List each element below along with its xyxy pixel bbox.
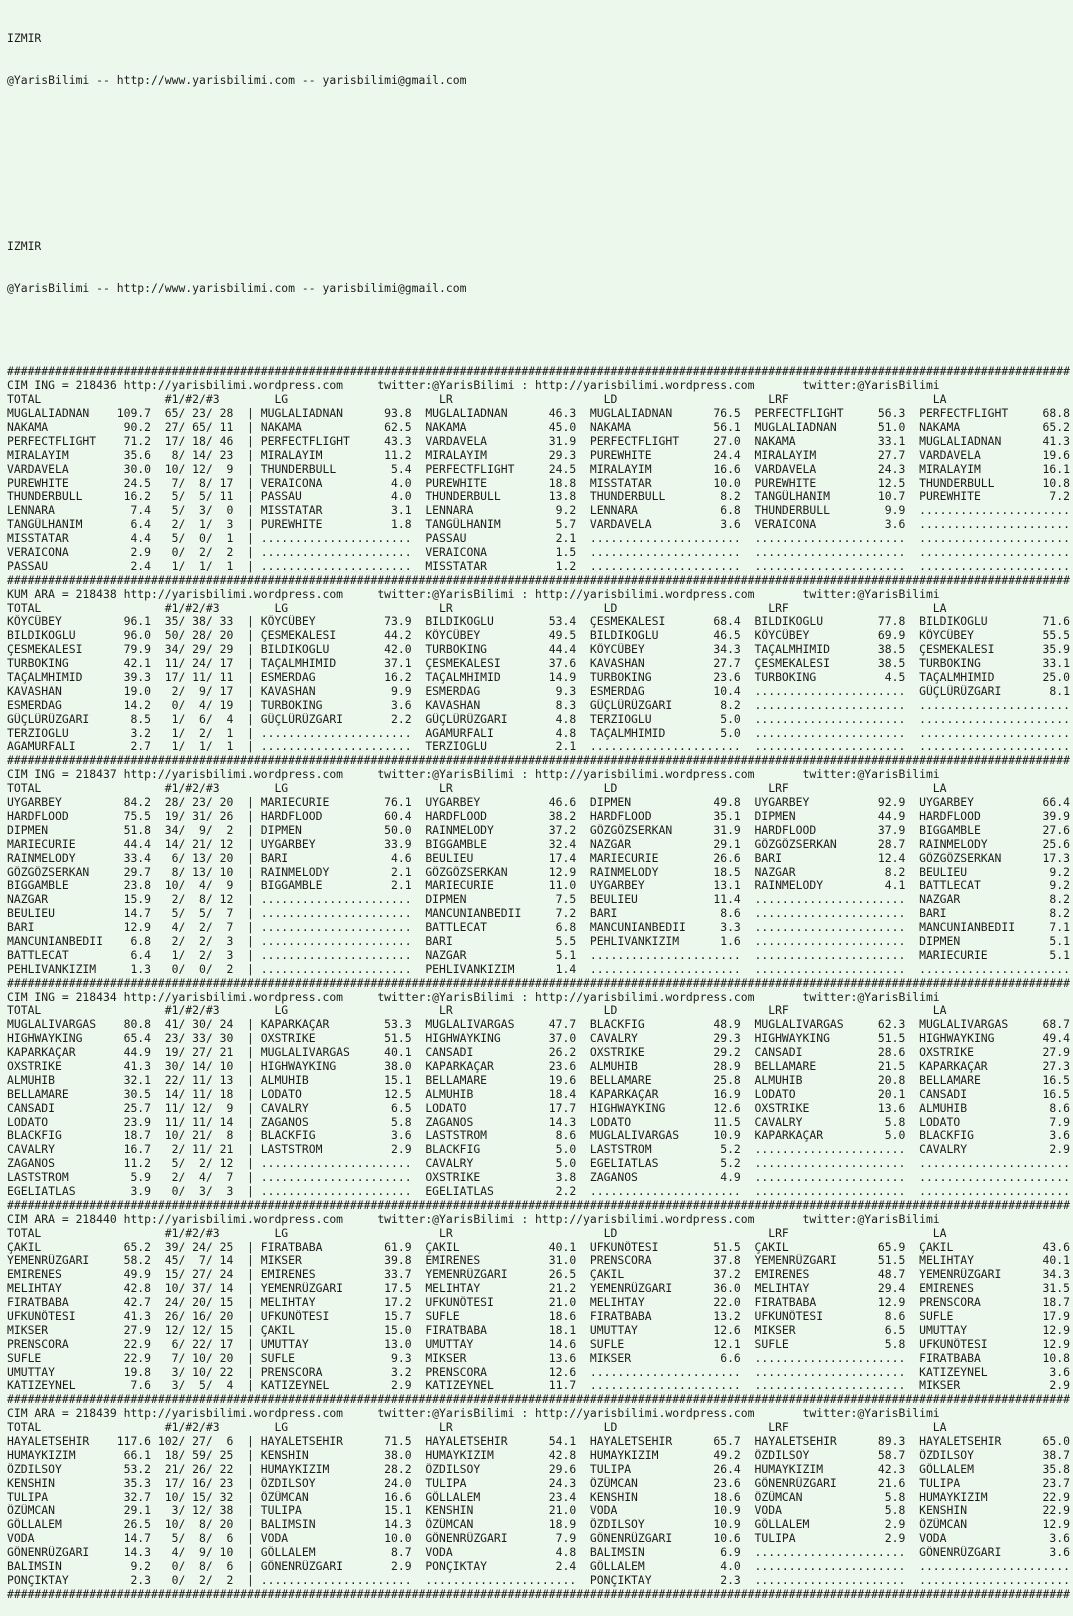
stat-row: MUGLALIVARGAS 80.8 41/ 30/ 24 | KAPARKAÇAR 53.3 MUGLALIVARGAS 47.7 BLACKFIG 48.9 MUGLALIVARGAS 62.3 MUGLALIVARGAS 68.7 xyxy=(7,1018,1070,1032)
section-title: CIM ARA = 218440 http://yarisbilimi.wordpress.com twitter:@YarisBilimi : http://yarisbilimi.wordpress.com twitter:@YarisBilimi xyxy=(7,1212,940,1226)
stat-row: KATIZEYNEL 7.6 3/ 5/ 4 | KATIZEYNEL 2.9 KATIZEYNEL 11.7 ...................... ...................... MIKSER 2.9 xyxy=(7,1379,1070,1393)
masthead-location: IZMIR xyxy=(7,240,42,254)
stat-row: PRENSCORA 22.9 6/ 22/ 17 | UMUTTAY 13.0 UMUTTAY 14.6 SUFLE 12.1 SUFLE 5.8 UFKUNÖTESI 12.9 xyxy=(7,1337,1070,1351)
stat-row: FIRATBABA 42.7 24/ 20/ 15 | MELIHTAY 17.2 UFKUNÖTESI 21.0 MELIHTAY 22.0 FIRATBABA 12.9 PRENSCORA 18.7 xyxy=(7,1296,1070,1310)
stat-row: GÖNENRÜZGARI 14.3 4/ 9/ 10 | GÖLLALEM 8.7 VODA 4.8 BALIMSIN 6.9 ...................... GÖNENRÜZGARI 3.6 xyxy=(7,1546,1070,1560)
stat-row: TAÇALMHIMID 39.3 17/ 11/ 11 | ESMERDAG 16.2 TAÇALMHIMID 14.9 TURBOKING 23.6 TURBOKING 4.5 TAÇALMHIMID 25.0 xyxy=(7,671,1070,685)
stat-row: VARDAVELA 30.0 10/ 12/ 9 | THUNDERBULL 5.4 PERFECTFLIGHT 24.5 MIRALAYIM 16.6 VARDAVELA 24.3 MIRALAYIM 16.1 xyxy=(7,462,1070,476)
column-headers: TOTAL #1/#2/#3 LG LR LD LRF LA xyxy=(7,1004,947,1018)
stat-row: KAVASHAN 19.0 2/ 9/ 17 | KAVASHAN 9.9 ESMERDAG 9.3 ESMERDAG 10.4 ...................... GÜÇLÜRÜZGARI 8.1 xyxy=(7,684,1070,698)
stat-row: PEHLIVANKIZIM 1.3 0/ 0/ 2 | ...................... PEHLIVANKIZIM 1.4 ...................... ...................... ...................... xyxy=(7,962,1070,976)
stat-row: CAVALRY 16.7 2/ 11/ 21 | LASTSTROM 2.9 BLACKFIG 5.0 LASTSTROM 5.2 ...................... CAVALRY 2.9 xyxy=(7,1143,1070,1157)
stat-row: UYGARBEY 84.2 28/ 23/ 20 | MARIECURIE 76.1 UYGARBEY 46.6 DIPMEN 49.8 UYGARBEY 92.9 UYGARBEY 66.4 xyxy=(7,796,1070,810)
blank-line xyxy=(7,157,1073,171)
stat-row: ÖZDILSOY 53.2 21/ 26/ 22 | HUMAYKIZIM 28.2 ÖZDILSOY 29.6 TULIPA 26.4 HUMAYKIZIM 42.3 GÖLLALEM 35.8 xyxy=(7,1462,1070,1476)
stat-row: TANGÜLHANIM 6.4 2/ 1/ 3 | PUREWHITE 1.8 TANGÜLHANIM 5.7 VARDAVELA 3.6 VERAICONA 3.6 ...................... xyxy=(7,518,1070,532)
stat-row: PASSAU 2.4 1/ 1/ 1 | ...................... MISSTATAR 1.2 ...................... ...................... ...................... xyxy=(7,559,1070,573)
stat-row: MISSTATAR 4.4 5/ 0/ 1 | ...................... PASSAU 2.1 ...................... ...................... ...................... xyxy=(7,532,1070,546)
stat-row: RAINMELODY 33.4 6/ 13/ 20 | BARI 4.6 BEULIEU 17.4 MARIECURIE 26.6 BARI 12.4 GÖZGÖZSERKAN 17.3 xyxy=(7,851,1070,865)
section-title: CIM ING = 218437 http://yarisbilimi.wordpress.com twitter:@YarisBilimi : http://yarisbilimi.wordpress.com twitter:@YarisBilimi xyxy=(7,768,940,782)
stat-row: BILDIKOGLU 96.0 50/ 28/ 20 | ÇESMEKALESI 44.2 KÖYCÜBEY 49.5 BILDIKOGLU 46.5 KÖYCÜBEY 69.9 KÖYCÜBEY 55.5 xyxy=(7,629,1070,643)
stat-row: BLACKFIG 18.7 10/ 21/ 8 | BLACKFIG 3.6 LASTSTROM 8.6 MUGLALIVARGAS 10.9 KAPARKAÇAR 5.0 BLACKFIG 3.6 xyxy=(7,1129,1070,1143)
stat-row: CANSADI 25.7 11/ 12/ 9 | CAVALRY 6.5 LODATO 17.7 HIGHWAYKING 12.6 OXSTRIKE 13.6 ALMUHIB 8.6 xyxy=(7,1101,1070,1115)
stat-row: ÇESMEKALESI 79.9 34/ 29/ 29 | BILDIKOGLU 42.0 TURBOKING 44.4 KÖYCÜBEY 34.3 TAÇALMHIMID 38.5 ÇESMEKALESI 35.9 xyxy=(7,643,1070,657)
column-headers: TOTAL #1/#2/#3 LG LR LD LRF LA xyxy=(7,1226,947,1240)
blank-line xyxy=(7,115,1073,129)
stat-row: MIKSER 27.9 12/ 12/ 15 | ÇAKIL 15.0 FIRATBABA 18.1 UMUTTAY 12.6 MIKSER 6.5 UMUTTAY 12.9 xyxy=(7,1323,1070,1337)
masthead-contact: @YarisBilimi -- http://www.yarisbilimi.com -- yarisbilimi@gmail.com xyxy=(7,73,467,87)
stat-row: UMUTTAY 19.8 3/ 10/ 22 | PRENSCORA 3.2 PRENSCORA 12.6 ...................... ...................... KATIZEYNEL 3.6 xyxy=(7,1365,1070,1379)
stat-row: HAYALETSEHIR 117.6 102/ 27/ 6 | HAYALETSEHIR 71.5 HAYALETSEHIR 54.1 HAYALETSEHIR 65.7 HAYALETSEHIR 89.3 HAYALETSEHIR 65.0 xyxy=(7,1435,1070,1449)
section-title: CIM ING = 218436 http://yarisbilimi.wordpress.com twitter:@YarisBilimi : http://yarisbilimi.wordpress.com twitter:@YarisBilimi xyxy=(7,379,940,393)
stat-row: DIPMEN 51.8 34/ 9/ 2 | DIPMEN 50.0 RAINMELODY 37.2 GÖZGÖZSERKAN 31.9 HARDFLOOD 37.9 BIGGAMBLE 27.6 xyxy=(7,823,1070,837)
stat-row: MANCUNIANBEDII 6.8 2/ 2/ 3 | ...................... BARI 5.5 PEHLIVANKIZIM 1.6 ...................... DIPMEN 5.1 xyxy=(7,934,1070,948)
blank-line xyxy=(7,324,1073,338)
stat-row: LASTSTROM 5.9 2/ 4/ 7 | ...................... OXSTRIKE 3.8 ZAGANOS 4.9 ...................... ...................... xyxy=(7,1171,1070,1185)
stat-row: MELIHTAY 42.8 10/ 37/ 14 | YEMENRÜZGARI 17.5 MELIHTAY 21.2 YEMENRÜZGARI 36.0 MELIHTAY 29.4 EMIRENES 31.5 xyxy=(7,1282,1070,1296)
stat-row: TURBOKING 42.1 11/ 24/ 17 | TAÇALMHIMID 37.1 ÇESMEKALESI 37.6 KAVASHAN 27.7 ÇESMEKALESI 38.5 TURBOKING 33.1 xyxy=(7,657,1070,671)
stat-row: NAZGAR 15.9 2/ 8/ 12 | ...................... DIPMEN 7.5 BEULIEU 11.4 ...................... NAZGAR 8.2 xyxy=(7,893,1070,907)
separator-line: ########################################################################################################################################################### xyxy=(7,754,1070,768)
stat-row: LODATO 23.9 11/ 11/ 14 | ZAGANOS 5.8 ZAGANOS 14.3 LODATO 11.5 CAVALRY 5.8 LODATO 7.9 xyxy=(7,1115,1070,1129)
stat-row: KAPARKAÇAR 44.9 19/ 27/ 21 | MUGLALIVARGAS 40.1 CANSADI 26.2 OXSTRIKE 29.2 CANSADI 28.6 OXSTRIKE 27.9 xyxy=(7,1046,1070,1060)
stat-row: LENNARA 7.4 5/ 3/ 0 | MISSTATAR 3.1 LENNARA 9.2 LENNARA 6.8 THUNDERBULL 9.9 ...................... xyxy=(7,504,1070,518)
separator-line: ########################################################################################################################################################### xyxy=(7,1587,1070,1601)
stat-row: TULIPA 32.7 10/ 15/ 32 | ÖZÜMCAN 16.6 GÖLLALEM 23.4 KENSHIN 18.6 ÖZÜMCAN 5.8 HUMAYKIZIM 22.9 xyxy=(7,1490,1070,1504)
masthead-location: IZMIR xyxy=(7,31,42,45)
stat-row: BEULIEU 14.7 5/ 5/ 7 | ...................... MANCUNIANBEDII 7.2 BARI 8.6 ...................... BARI 8.2 xyxy=(7,907,1070,921)
stat-row: THUNDERBULL 16.2 5/ 5/ 11 | PASSAU 4.0 THUNDERBULL 13.8 THUNDERBULL 8.2 TANGÜLHANIM 10.7 PUREWHITE 7.2 xyxy=(7,490,1070,504)
stat-row: BELLAMARE 30.5 14/ 11/ 18 | LODATO 12.5 ALMUHIB 18.4 KAPARKAÇAR 16.9 LODATO 20.1 CANSADI 16.5 xyxy=(7,1087,1070,1101)
stat-row: PONÇIKTAY 2.3 0/ 2/ 2 | ...................... ...................... PONÇIKTAY 2.3 ...................... ...................... xyxy=(7,1573,1070,1587)
stat-row: KENSHIN 35.3 17/ 16/ 23 | ÖZDILSOY 24.0 TULIPA 24.3 ÖZÜMCAN 23.6 GÖNENRÜZGARI 21.6 TULIPA 23.7 xyxy=(7,1476,1070,1490)
stat-row: VERAICONA 2.9 0/ 2/ 2 | ...................... VERAICONA 1.5 ...................... ...................... ...................... xyxy=(7,546,1070,560)
stat-row: ZAGANOS 11.2 5/ 2/ 12 | ...................... CAVALRY 5.0 EGELIATLAS 5.2 ...................... ...................... xyxy=(7,1157,1070,1171)
masthead-contact: @YarisBilimi -- http://www.yarisbilimi.com -- yarisbilimi@gmail.com xyxy=(7,282,467,296)
separator-line: ########################################################################################################################################################### xyxy=(7,573,1070,587)
stat-row: EGELIATLAS 3.9 0/ 3/ 3 | ...................... EGELIATLAS 2.2 ...................... ...................... ...................... xyxy=(7,1184,1070,1198)
stat-row: MIRALAYIM 35.6 8/ 14/ 23 | MIRALAYIM 11.2 MIRALAYIM 29.3 PUREWHITE 24.4 MIRALAYIM 27.7 VARDAVELA 19.6 xyxy=(7,448,1070,462)
stat-row: ÖZÜMCAN 29.1 3/ 12/ 38 | TULIPA 15.1 KENSHIN 21.0 VODA 10.9 VODA 5.8 KENSHIN 22.9 xyxy=(7,1504,1070,1518)
stat-row: YEMENRÜZGARI 58.2 45/ 7/ 14 | MIKSER 39.8 EMIRENES 31.0 PRENSCORA 37.8 YEMENRÜZGARI 51.5 MELIHTAY 40.1 xyxy=(7,1254,1070,1268)
stat-row: KÖYCÜBEY 96.1 35/ 38/ 33 | KÖYCÜBEY 73.9 BILDIKOGLU 53.4 ÇESMEKALESI 68.4 BILDIKOGLU 77.8 BILDIKOGLU 71.6 xyxy=(7,615,1070,629)
stat-row: BATTLECAT 6.4 1/ 2/ 3 | ...................... NAZGAR 5.1 ...................... ...................... MARIECURIE 5.1 xyxy=(7,948,1070,962)
stat-row: OXSTRIKE 41.3 30/ 14/ 10 | HIGHWAYKING 38.0 KAPARKAÇAR 23.6 ALMUHIB 28.9 BELLAMARE 21.5 KAPARKAÇAR 27.3 xyxy=(7,1059,1070,1073)
stat-row: AGAMURFALI 2.7 1/ 1/ 1 | ...................... TERZIOGLU 2.1 ...................... ...................... ...................... xyxy=(7,740,1070,754)
section-title: CIM ING = 218434 http://yarisbilimi.wordpress.com twitter:@YarisBilimi : http://yarisbilimi.wordpress.com twitter:@YarisBilimi xyxy=(7,990,940,1004)
column-headers: TOTAL #1/#2/#3 LG LR LD LRF LA xyxy=(7,782,947,796)
section-title: KUM ARA = 218438 http://yarisbilimi.wordpress.com twitter:@YarisBilimi : http://yarisbilimi.wordpress.com twitter:@YarisBilimi xyxy=(7,587,940,601)
stat-row: EMIRENES 49.9 15/ 27/ 24 | EMIRENES 33.7 YEMENRÜZGARI 26.5 ÇAKIL 37.2 EMIRENES 48.7 YEMENRÜZGARI 34.3 xyxy=(7,1268,1070,1282)
stat-row: GÜÇLÜRÜZGARI 8.5 1/ 6/ 4 | GÜÇLÜRÜZGARI 2.2 GÜÇLÜRÜZGARI 4.8 TERZIOGLU 5.0 ...................... ...................... xyxy=(7,712,1070,726)
section-title: CIM ARA = 218439 http://yarisbilimi.wordpress.com twitter:@YarisBilimi : http://yarisbilimi.wordpress.com twitter:@YarisBilimi xyxy=(7,1407,940,1421)
stat-row: PUREWHITE 24.5 7/ 8/ 17 | VERAICONA 4.0 PUREWHITE 18.8 MISSTATAR 10.0 PUREWHITE 12.5 THUNDERBULL 10.8 xyxy=(7,476,1070,490)
separator-line: ########################################################################################################################################################### xyxy=(7,976,1070,990)
stat-row: PERFECTFLIGHT 71.2 17/ 18/ 46 | PERFECTFLIGHT 43.3 VARDAVELA 31.9 PERFECTFLIGHT 27.0 NAKAMA 33.1 MUGLALIADNAN 41.3 xyxy=(7,434,1070,448)
stat-row: HIGHWAYKING 65.4 23/ 33/ 30 | OXSTRIKE 51.5 HIGHWAYKING 37.0 CAVALRY 29.3 HIGHWAYKING 51.5 HIGHWAYKING 49.4 xyxy=(7,1032,1070,1046)
stat-row: ESMERDAG 14.2 0/ 4/ 19 | TURBOKING 3.6 KAVASHAN 8.3 GÜÇLÜRÜZGARI 8.2 ...................... ...................... xyxy=(7,698,1070,712)
stat-row: SUFLE 22.9 7/ 10/ 20 | SUFLE 9.3 MIKSER 13.6 MIKSER 6.6 ...................... FIRATBABA 10.8 xyxy=(7,1351,1070,1365)
stat-row: ALMUHIB 32.1 22/ 11/ 13 | ALMUHIB 15.1 BELLAMARE 19.6 BELLAMARE 25.8 ALMUHIB 20.8 BELLAMARE 16.5 xyxy=(7,1073,1070,1087)
separator-line: ########################################################################################################################################################### xyxy=(7,1198,1070,1212)
stat-row: HARDFLOOD 75.5 19/ 31/ 26 | HARDFLOOD 60.4 HARDFLOOD 38.2 HARDFLOOD 35.1 DIPMEN 44.9 HARDFLOOD 39.9 xyxy=(7,809,1070,823)
column-headers: TOTAL #1/#2/#3 LG LR LD LRF LA xyxy=(7,393,947,407)
stat-row: ÇAKIL 65.2 39/ 24/ 25 | FIRATBABA 61.9 ÇAKIL 40.1 UFKUNÖTESI 51.5 ÇAKIL 65.9 ÇAKIL 43.6 xyxy=(7,1240,1070,1254)
stat-row: MARIECURIE 44.4 14/ 21/ 12 | UYGARBEY 33.9 BIGGAMBLE 32.4 NAZGAR 29.1 GÖZGÖZSERKAN 28.7 RAINMELODY 25.6 xyxy=(7,837,1070,851)
stat-row: BIGGAMBLE 23.8 10/ 4/ 9 | BIGGAMBLE 2.1 MARIECURIE 11.0 UYGARBEY 13.1 RAINMELODY 4.1 BATTLECAT 9.2 xyxy=(7,879,1070,893)
stat-sections xyxy=(7,365,1073,1601)
separator-line: ########################################################################################################################################################### xyxy=(7,1393,1070,1407)
column-headers: TOTAL #1/#2/#3 LG LR LD LRF LA xyxy=(7,1421,947,1435)
stat-row: HUMAYKIZIM 66.1 18/ 59/ 25 | KENSHIN 38.0 HUMAYKIZIM 42.8 HUMAYKIZIM 49.2 ÖZDILSOY 58.7 ÖZDILSOY 38.7 xyxy=(7,1448,1070,1462)
separator-line: ########################################################################################################################################################### xyxy=(7,365,1070,379)
stat-row: VODA 14.7 5/ 8/ 6 | VODA 10.0 GÖNENRÜZGARI 7.9 GÖNENRÜZGARI 10.6 TULIPA 2.9 VODA 3.6 xyxy=(7,1532,1070,1546)
stat-row: BARI 12.9 4/ 2/ 7 | ...................... BATTLECAT 6.8 MANCUNIANBEDII 3.3 ...................... MANCUNIANBEDII 7.1 xyxy=(7,921,1070,935)
stat-row: GÖLLALEM 26.5 10/ 8/ 20 | BALIMSIN 14.3 ÖZÜMCAN 18.9 ÖZDILSOY 10.9 GÖLLALEM 2.9 ÖZÜMCAN 12.9 xyxy=(7,1518,1070,1532)
stat-row: GÖZGÖZSERKAN 29.7 8/ 13/ 10 | RAINMELODY 2.1 GÖZGÖZSERKAN 12.9 RAINMELODY 18.5 NAZGAR 8.2 BEULIEU 9.2 xyxy=(7,865,1070,879)
stat-row: NAKAMA 90.2 27/ 65/ 11 | NAKAMA 62.5 NAKAMA 45.0 NAKAMA 56.1 MUGLALIADNAN 51.0 NAKAMA 65.2 xyxy=(7,421,1070,434)
column-headers: TOTAL #1/#2/#3 LG LR LD LRF LA xyxy=(7,601,947,615)
stat-row: UFKUNÖTESI 41.3 26/ 16/ 20 | UFKUNÖTESI 15.7 SUFLE 18.6 FIRATBABA 13.2 UFKUNÖTESI 8.6 SUFLE 17.9 xyxy=(7,1310,1070,1323)
stat-row: MUGLALIADNAN 109.7 65/ 23/ 28 | MUGLALIADNAN 93.8 MUGLALIADNAN 46.3 MUGLALIADNAN 76.5 PERFECTFLIGHT 56.3 PERFECTFLIGHT 68.8 xyxy=(7,407,1070,421)
blank-line xyxy=(7,199,1073,213)
stat-row: TERZIOGLU 3.2 1/ 2/ 1 | ...................... AGAMURFALI 4.8 TAÇALMHIMID 5.0 ...................... ...................... xyxy=(7,726,1070,740)
stat-row: BALIMSIN 9.2 0/ 8/ 6 | GÖNENRÜZGARI 2.9 PONÇIKTAY 2.4 GÖLLALEM 4.0 ...................... ...................... xyxy=(7,1560,1070,1574)
